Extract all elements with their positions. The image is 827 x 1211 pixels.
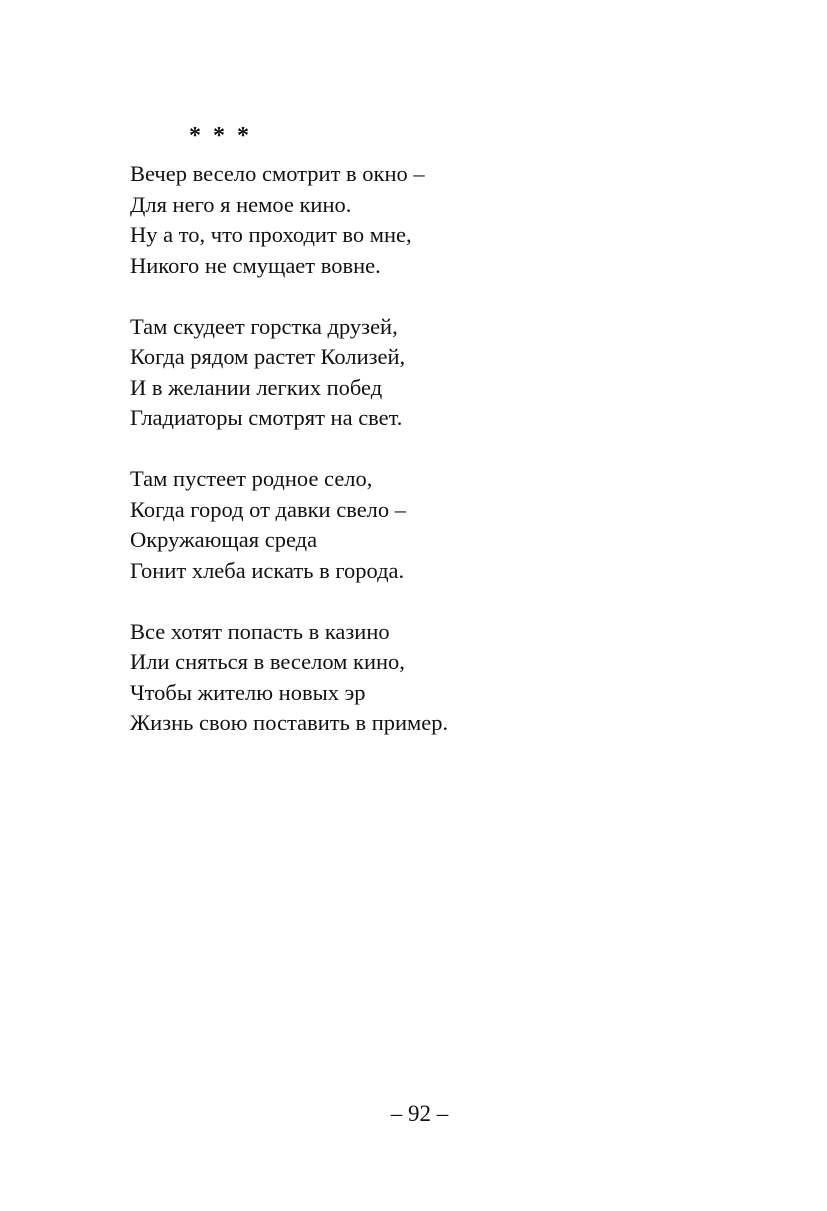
poem-line: Или сняться в веселом кино,: [130, 649, 405, 674]
poem-line: Вечер весело смотрит в окно –: [130, 161, 425, 186]
poem-line: Все хотят попасть в казино: [130, 618, 390, 644]
poem-line: Жизнь свою поставить в пример.: [130, 710, 449, 735]
poem-line: Для него я немое кино.: [130, 191, 352, 217]
poem-line: И в желании легких побед: [130, 374, 383, 400]
page-number: – 92 –: [390, 1101, 449, 1126]
poem-body: [130, 159, 730, 769]
stanza-1: [130, 159, 730, 281]
poem-line: Там пустеет родное село,: [130, 466, 373, 491]
stanza-2: [130, 312, 730, 434]
poem-line: Ну а то, что проходит во мне,: [130, 222, 412, 247]
stanza-4: [130, 617, 730, 739]
poem-separator: * * *: [189, 123, 252, 149]
poem-line: Чтобы жителю новых эр: [130, 679, 366, 705]
stanza-3: [130, 464, 730, 586]
poem-line: Когда рядом растет Колизей,: [130, 344, 406, 369]
poem-line: Окружающая среда: [130, 527, 318, 552]
poem-line: Гладиаторы смотрят на свет.: [130, 405, 403, 430]
poem-line: Когда город от давки свело –: [130, 496, 407, 522]
poem-line: Гонит хлеба искать в города.: [130, 557, 405, 583]
poem-line: Там скудеет горстка друзей,: [130, 313, 398, 339]
poem-line: Никого не смущает вовне.: [130, 252, 381, 278]
